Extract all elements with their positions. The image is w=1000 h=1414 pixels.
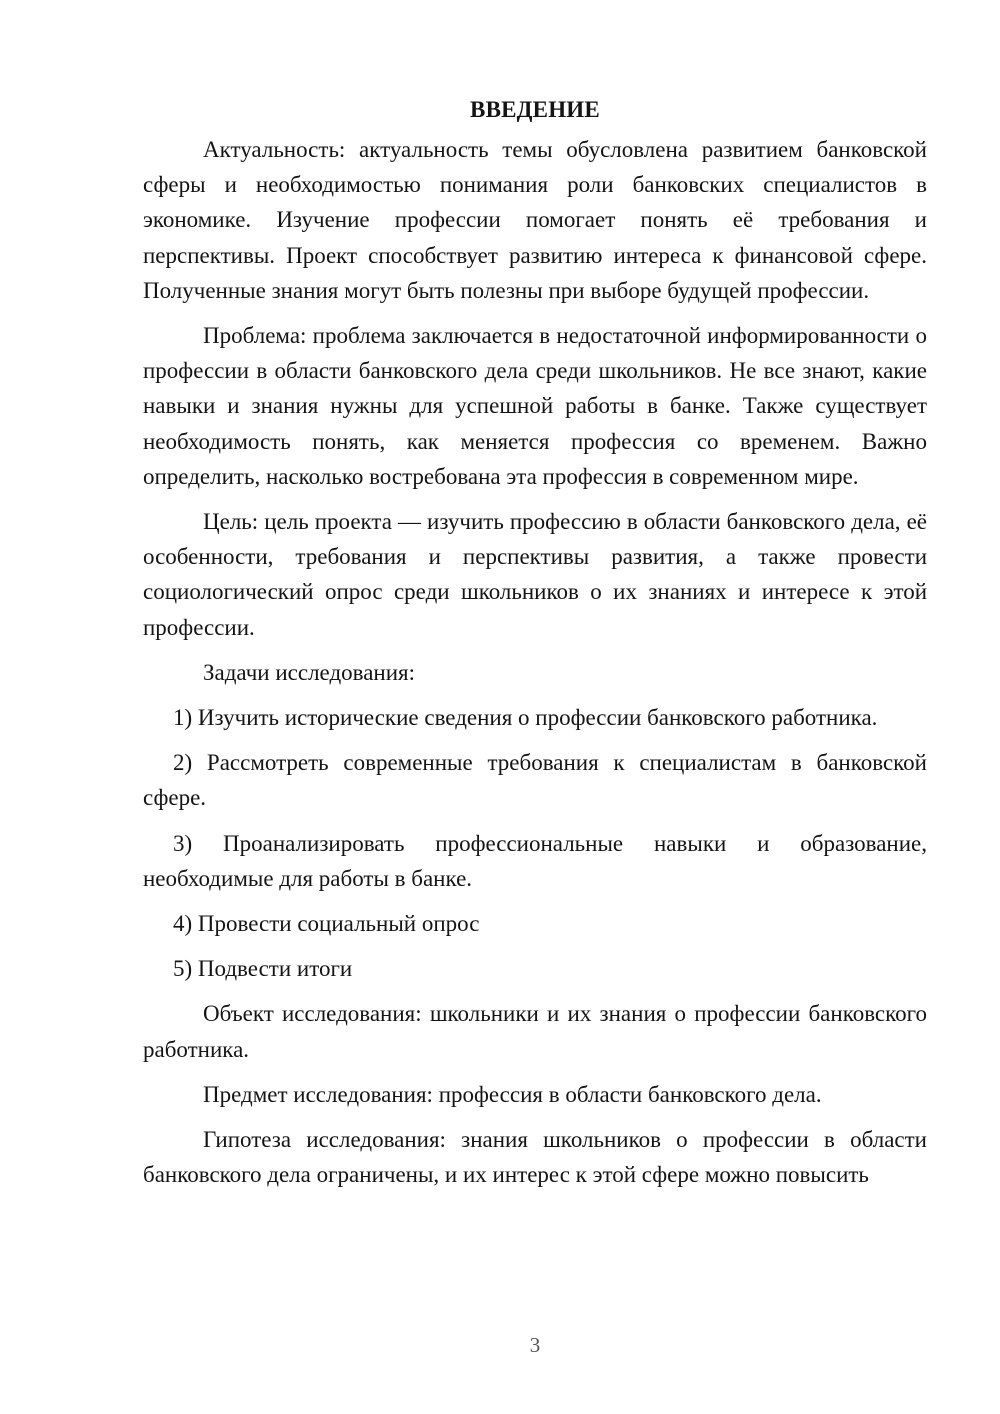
relevance-paragraph: Актуальность: актуальность темы обусловлена развитием банковской сферы и необходимостью понимания роли банковских специалистов в экономике. Изучение профессии помогает понять её требования и перспективы. Проект способствует развитию интереса к финансовой сфере. Полученные знания могут быть полезны при выборе будущей профессии. <box>143 137 927 303</box>
object-paragraph: Объект исследования: школьники и их знания о профессии банковского работника. <box>143 1001 927 1062</box>
section-heading: ВВЕДЕНИЕ <box>470 97 600 122</box>
list-item: 4) Провести социальный опрос <box>173 911 480 937</box>
tasks-list <box>143 700 927 986</box>
goal-paragraph: Цель: цель проекта — изучить профессию в области банковского дела, её особенности, требования и перспективы развития, а также провести социологический опрос среди школьников о их знаниях и интересе к этой профессии. <box>143 509 927 640</box>
tasks-intro: Задачи исследования: <box>203 659 416 685</box>
page-number: 3 <box>529 1333 541 1357</box>
list-item: 1) Изучить исторические сведения о профессии банковского работника. <box>173 705 878 731</box>
list-item: 3) Проанализировать профессиональные навыки и образование, необходимые для работы в банке. <box>143 830 927 891</box>
hypothesis-paragraph: Гипотеза исследования: знания школьников о профессии в области банковского дела ограничены, и их интерес к этой сфере можно повысить <box>143 1127 927 1188</box>
subject-paragraph: Предмет исследования: профессия в области банковского дела. <box>203 1081 822 1107</box>
list-item: 2) Рассмотреть современные требования к специалистам в банковской сфере. <box>143 750 927 811</box>
problem-paragraph: Проблема: проблема заключается в недостаточной информированности о профессии в области банковского дела среди школьников. Не все знают, какие навыки и знания нужны для успешной работы в банке. Также существует необходимость понять, как меняется профессия со временем. Важно определить, насколько востребована эта профессия в современном мире. <box>143 323 927 489</box>
list-item: 5) Подвести итоги <box>173 956 353 982</box>
document-page <box>143 92 927 1202</box>
